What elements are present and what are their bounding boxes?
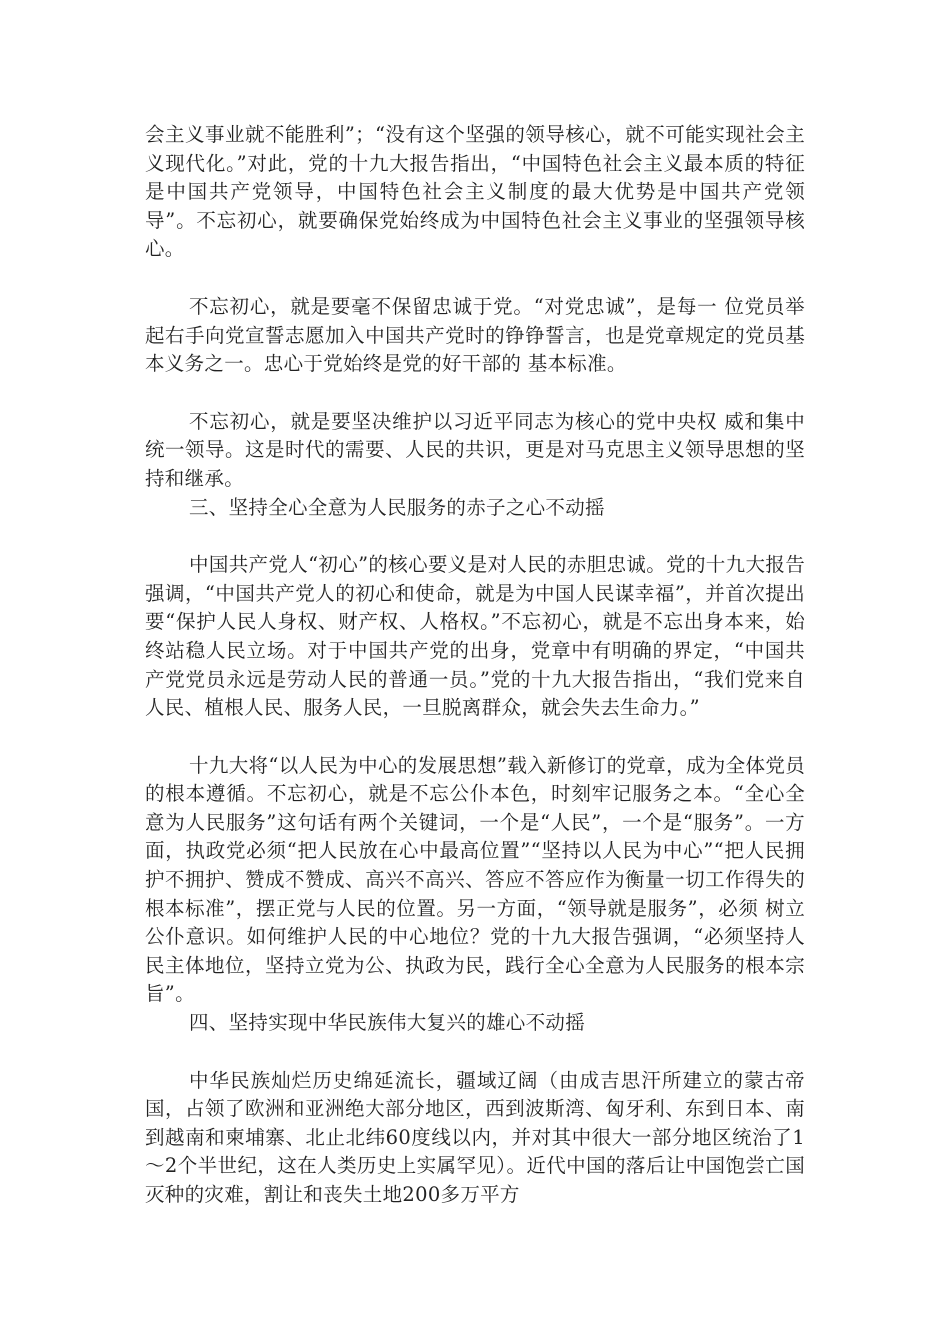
section-heading-four: 四、坚持实现中华民族伟大复兴的雄心不动摇	[189, 1011, 586, 1035]
paragraph-central-authority: 不忘初心，就是要坚决维护以习近平同志为核心的党中央权 威和集中统一领导。这是时代的需要、人民的共识，更是对马克思主义领导思想的坚持和继承。	[145, 409, 805, 490]
paragraph-people-centered: 十九大将“以人民为中心的发展思想”载入新修订的党章，成为全体党员的根本遵循。不忘初心，就是不忘公仆本色，时刻牢记服务之本。“全心全意为人民服务”这句话有两个关键词，一个是“人民”，一个是“服务”。一方面，执政党必须“把人民放在心中最高位置”“坚持以人民为中心”“把人民拥护不拥护、赞成不赞成、高兴不高兴、答应不答应作为衡量一切工作得失的根本标准”，摆正党与人民的位置。另一方面，“领导就是服务”，必须 树立公仆意识。如何维护人民的中心地位？党的十九大报告强调，“必须坚持人民主体地位，坚持立党为公、执政为民，践行全心全意为人民服务的根本宗旨”。	[145, 753, 805, 1006]
paragraph-loyalty: 不忘初心，就是要毫不保留忠诚于党。“对党忠诚”，是每一 位党员举起右手向党宣誓志愿加入中国共产党时的铮铮誓言，也是党章规定的党员基本义务之一。忠心于党始终是党的好干部的 基本标准。	[145, 294, 805, 376]
document-body	[145, 121, 805, 1210]
section-heading-three: 三、坚持全心全意为人民服务的赤子之心不动摇	[189, 495, 605, 519]
paragraph-continuation: 会主义事业就不能胜利”；“没有这个坚强的领导核心，就不可能实现社会主义现代化。”对此，党的十九大报告指出，“中国特色社会主义最本质的特征是中国共产党领导，中国特色社会主义制度的最大优势是中国共产党领导”。不忘初心，就要确保党始终成为中国特色社会主义事业的坚强领导核心。	[145, 123, 805, 261]
paragraph-original-aspiration: 中国共产党人“初心”的核心要义是对人民的赤胆忠诚。党的十九大报告强调，“中国共产党人的初心和使命，就是为中国人民谋幸福”，并首次提出要“保护人民人身权、财产权、人格权。”不忘初心，就是不忘出身本来，始终站稳人民立场。对于中国共产党的出身，党章中有明确的界定，“中国共产党党员永远是劳动人民的普通一员。”党的十九大报告指出，“我们党来自人民、植根人民、服务人民，一旦脱离群众，就会失去生命力。”	[145, 553, 805, 720]
paragraph-chinese-history: 中华民族灿烂历史绵延流长，疆域辽阔（由成吉思汗所建立的蒙古帝国，占领了欧洲和亚洲绝大部分地区，西到波斯湾、匈牙利、东到日本、南到越南和柬埔寨、北止北纬60度线以内，并对其中很大一部分地区统治了1～2个半世纪，这在人类历史上实属罕见）。近代中国的落后让中国饱尝亡国灭种的灾难，割让和丧失土地200多万平方	[145, 1068, 805, 1206]
